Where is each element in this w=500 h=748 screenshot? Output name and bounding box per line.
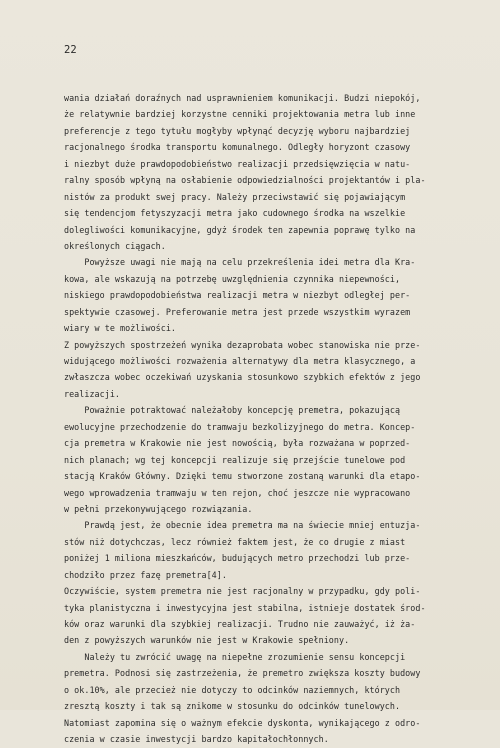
text-line: Z powyższych spostrzeżeń wynika dezaprobata wobec stanowiska nie prze- <box>64 339 421 350</box>
text-line: się tendencjom fetyszyzacji metra jako cudownego środka na wszelkie <box>64 208 406 219</box>
text-line: ewolucyjne przechodzenie do tramwaju bezkolizyjnego do metra. Koncep- <box>64 421 416 432</box>
text-line: o ok.10%, ale przecież nie dotyczy to odcinków naziemnych, których <box>64 684 401 695</box>
text-line: chodziło przez fazę premetra[4]. <box>64 569 227 580</box>
text-line: widującego możliwości rozważenia alternatywy dla metra klasycznego, a <box>64 356 416 366</box>
text-line: określonych ciągach. <box>64 240 166 251</box>
text-line: dolegliwości komunikacyjne, gdyż środek ten zapewnia poprawę tylko na <box>64 224 416 235</box>
text-line: niskiego prawdopodobieństwa realizacji metra w niezbyt odległej per- <box>64 290 411 301</box>
body-text <box>64 90 474 748</box>
page-number: 22 <box>64 44 77 56</box>
text-line: Prawdą jest, że obecnie idea premetra ma na świecie mniej entuzja- <box>64 520 421 531</box>
text-line: realizacji. <box>64 388 121 399</box>
text-line: cja premetra w Krakowie nie jest nowością, była rozważana w poprzed- <box>64 438 411 449</box>
text-line: wiary w te możliwości. <box>64 323 177 334</box>
text-line: czenia w czasie inwestycji bardzo kapitałochłonnych. <box>64 734 329 745</box>
text-line: kowa, ale wskazują na potrzebę uwzględnienia czynnika niepewności, <box>64 273 401 284</box>
text-line: preferencje z tego tytułu mogłyby wpłynąć decyzję wyboru najbardziej <box>64 125 411 136</box>
text-line: zresztą koszty i tak są znikome w stosunku do odcinków tunelowych. <box>64 701 401 712</box>
text-line: wania działań doraźnych nad usprawnieniem komunikacji. Budzi niepokój, <box>64 93 421 103</box>
text-line: że relatywnie bardziej korzystne cenniki projektowania metra lub inne <box>64 109 416 120</box>
text-line: racjonalnego środka transportu komunalnego. Odległy horyzont czasowy <box>64 142 411 153</box>
text-line: ralny sposób wpłyną na osłabienie odpowiedzialności projektantów i pla- <box>64 175 426 186</box>
text-line: poniżej 1 miliona mieszkańców, budujących metro przechodzi lub prze- <box>64 553 411 564</box>
text-line: den z powyższych warunków nie jest w Krakowie spełniony. <box>64 635 350 646</box>
text-line: tyka planistyczna i inwestycyjna jest stabilna, istnieje dostatek środ- <box>64 602 426 613</box>
text-line: i niezbyt duże prawdopodobieństwo realizacji przedsięwzięcia w natu- <box>64 158 411 169</box>
text-line: Poważnie potraktować należałoby koncepcję premetra, pokazującą <box>64 405 401 416</box>
text-line: Należy tu zwrócić uwagę na niepełne zrozumienie sensu koncepcji <box>64 651 406 662</box>
text-line: zwłaszcza wobec oczekiwań uzyskania stosunkowo szybkich efektów z jego <box>64 372 421 383</box>
text-line: w pełni przekonywującego rozwiązania. <box>64 503 253 514</box>
text-line: wego wprowadzenia tramwaju w ten rejon, choć jeszcze nie wypracowano <box>64 487 411 498</box>
text-line: Powyższe uwagi nie mają na celu przekreślenia idei metra dla Kra- <box>64 257 416 268</box>
text-line: spektywie czasowej. Preferowanie metra jest przede wszystkim wyrazem <box>64 306 411 317</box>
text-line: Natomiast zapomina się o ważnym efekcie dyskonta, wynikającego z odro- <box>64 717 421 728</box>
text-line: ków oraz warunki dla szybkiej realizacji. Trudno nie zauważyć, iż ża- <box>64 619 416 629</box>
text-line: premetra. Podnosi się zastrzeżenia, że premetro zwiększa koszty budowy <box>64 668 421 679</box>
text-line: stów niż dotychczas, lecz również faktem jest, że co drugie z miast <box>64 536 406 547</box>
text-line: stacją Kraków Główny. Dzięki temu stworzone zostaną warunki dla etapo- <box>64 471 421 482</box>
text-line: nistów za produkt swej pracy. Należy przeciwstawić się pojawiającym <box>64 191 406 202</box>
text-line: Oczywiście, system premetra nie jest racjonalny w przypadku, gdy poli- <box>64 586 421 597</box>
text-line: nich planach; wg tej koncepcji realizuje się przejście tunelowe pod <box>64 454 406 465</box>
